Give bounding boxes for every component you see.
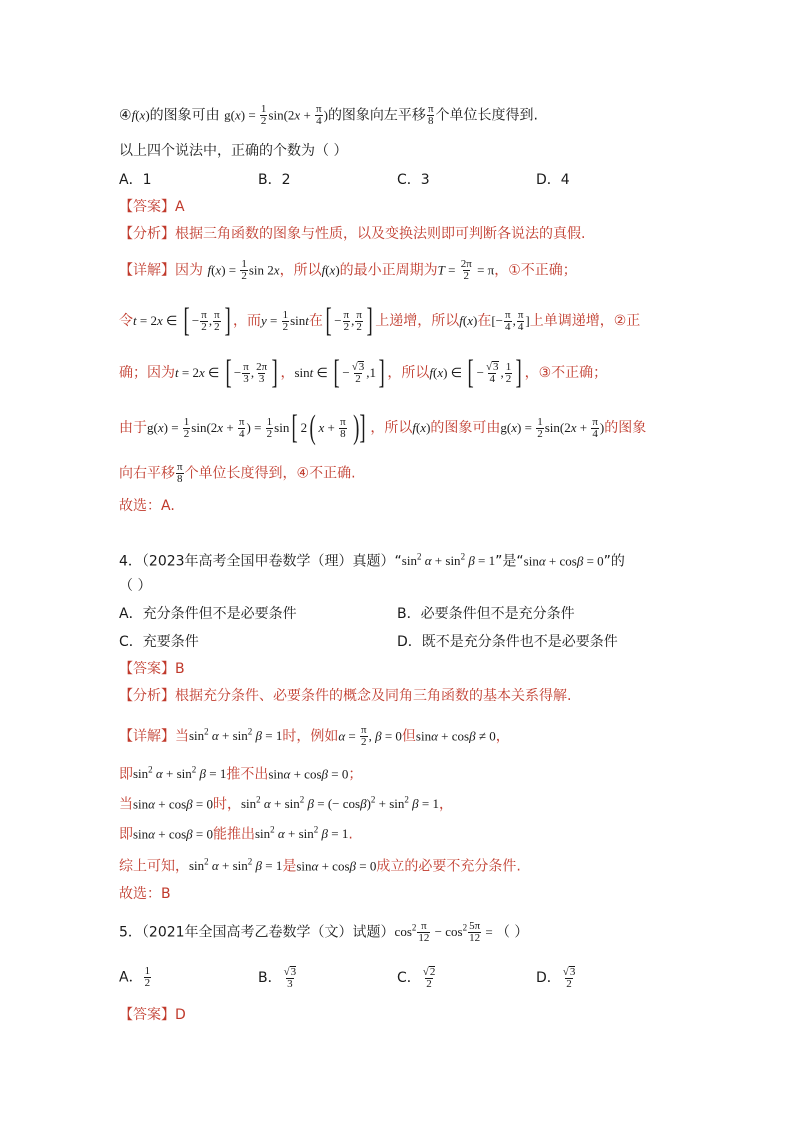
q3-answer: 【答案】A	[119, 199, 185, 215]
q4-answer: 【答案】B	[119, 661, 185, 677]
q3-detail-line4: 由于g(x) = $\frac{1}{2}$ sin(2x + $\frac{\pi}{4}$ ) = $\frac{1}{2}$ sin[ 2( x + $\frac{\pi}{8}$ )] ，所以f(x)的图象可由g(x) = $\frac{1}{2}$ sin(2x + $\frac{\pi}{4}$ )的图象	[119, 409, 647, 446]
q4-option-a: A．充分条件但不是必要条件	[119, 606, 297, 622]
q3-choose: 故选：A.	[119, 498, 175, 514]
q4-detail-line4: 即sinα + cosβ = 0能推出$\sin^2 \alpha + \sin^2 \beta = 1$.	[119, 825, 353, 843]
q4-detail-line2: 即$\sin^2 \alpha + \sin^2 \beta = 1$推不出sinα + cosβ = 0；	[119, 765, 363, 783]
q3-detail-line3: 确；因为t = 2x ∈ [ − $\frac{\pi}{3}$ , $\frac{2\pi}{3}$ ] ，sint ∈ [ − √ $\frac{3}{2}$ ,1] ，所以f(x) ∈ [ − √ $\frac{3}{4}$ , $\frac{1}{2}$ ] ，③不正确；	[119, 358, 607, 388]
q4-detail-line1: 【详解】当$\sin^2 \alpha + \sin^2 \beta = 1$时，例如α = $\frac{\pi}{2}$ , β = 0但sinα + cosβ ≠ 0，	[119, 723, 510, 748]
q5-option-c: C． √ $\frac{2}{2}$	[397, 966, 437, 990]
q3-option-a: A．1	[119, 172, 152, 188]
q3-option-b: B．2	[258, 172, 291, 188]
q3-option-d: D．4	[536, 172, 570, 188]
q3-option-c: C．3	[397, 172, 430, 188]
q4-option-d: D．既不是充分条件也不是必要条件	[397, 634, 618, 650]
q5-option-a: A． $\frac{1}{2}$	[119, 965, 151, 989]
q4-paren: （ ）	[119, 578, 152, 594]
q4-option-c: C．充要条件	[119, 634, 199, 650]
q4-detail-line5: 综上可知，$\sin^2 \alpha + \sin^2 \beta = 1$是sinα + cosβ = 0成立的必要不充分条件.	[119, 857, 521, 875]
q5-stem: 5．（2021年全国高考乙卷数学（文）试题）$\cos^2$ $\frac{\pi}{12}$ − $\cos^2$ $\frac{5\pi}{12}$ = （ ）	[119, 919, 529, 944]
q4-option-b: B．必要条件但不是充分条件	[397, 606, 575, 622]
q4-choose: 故选：B	[119, 886, 171, 902]
q3-detail-line2: 令t = 2x ∈ [ − $\frac{\pi}{2}$ , $\frac{\pi}{2}$ ] ，而y = $\frac{1}{2}$ sint在[ − $\frac{\pi}{2}$ , $\frac{\pi}{2}$ ] 上递增，所以f(x)在[− $\frac{\pi}{4}$ , $\frac{\pi}{4}$ ]上单调递增，②正	[119, 302, 641, 339]
q4-analysis: 【分析】根据充分条件、必要条件的概念及同角三角函数的基本关系得解.	[119, 688, 572, 704]
q4-detail-line3: 当sinα + cosβ = 0时，$\sin^2 \alpha + \sin^2 \beta$ = (− $\cos\beta)^2 + \sin^2 \beta = 1$，	[119, 795, 453, 813]
q3-stem: 以上四个说法中，正确的个数为（ ）	[119, 143, 348, 159]
q3-detail-line1: 【详解】因为 f(x) = $\frac{1}{2}$ sin 2x，所以f(x)的最小正周期为T = $\frac{2\pi}{2}$ = π，①不正确；	[119, 258, 577, 282]
q3-item4: ④f(x)的图象可由 g(x) = $\frac{1}{2}$ sin(2x + $\frac{\pi}{4}$ )的图象向左平移 $\frac{\pi}{8}$ 个单位长度得到.	[119, 103, 538, 127]
q4-stem: 4．（2023年高考全国甲卷数学（理）真题）“$\sin^2$ $\alpha + \sin^2 \beta = 1$”是“sinα + cosβ = 0”的	[119, 552, 625, 570]
q5-option-b: B． √ $\frac{3}{3}$	[258, 966, 298, 990]
q3-analysis: 【分析】根据三角函数的图象与性质，以及变换法则即可判断各说法的真假.	[119, 226, 586, 242]
q3-detail-line5: 向右平移 $\frac{\pi}{8}$ 个单位长度得到，④不正确.	[119, 461, 356, 485]
q5-option-d: D． √ $\frac{3}{2}$	[536, 966, 577, 990]
q5-answer: 【答案】D	[119, 1007, 186, 1023]
